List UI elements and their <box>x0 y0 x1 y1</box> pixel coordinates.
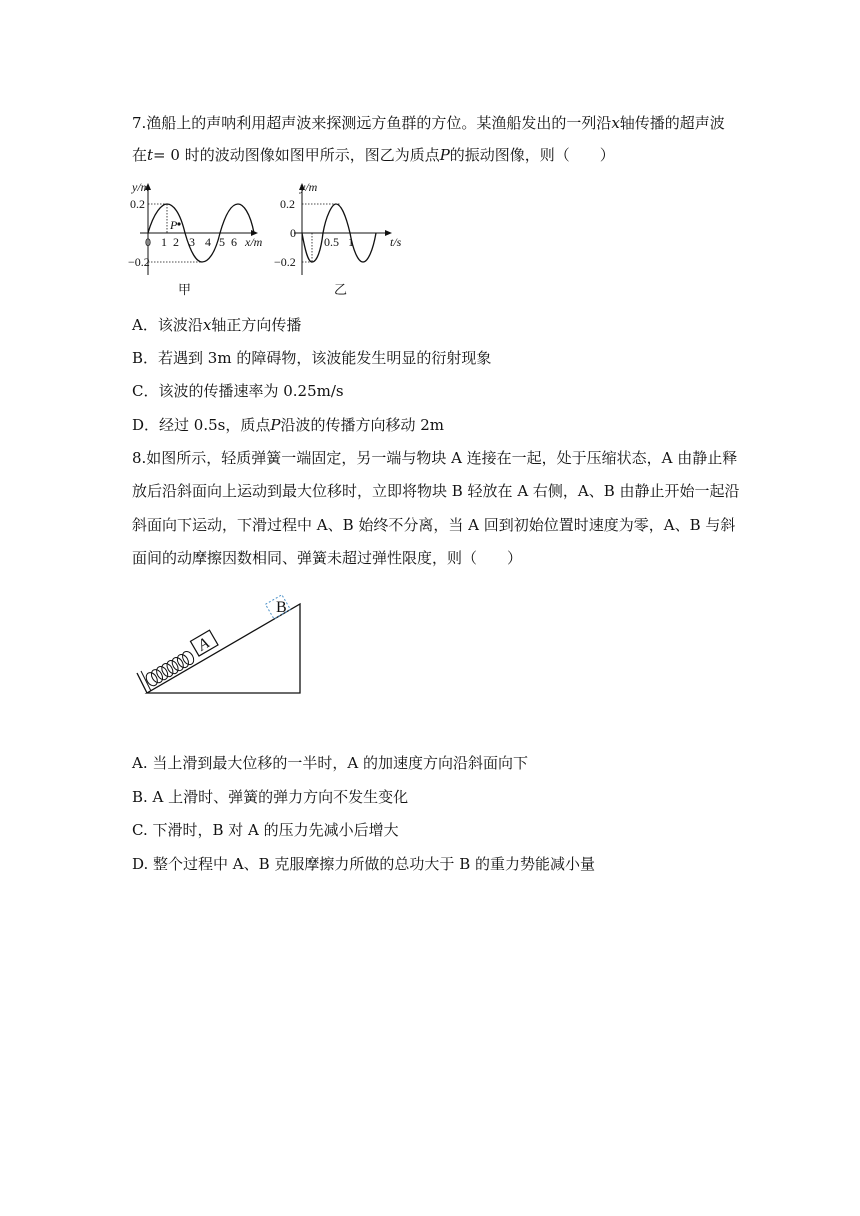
graph-caption-jia: 甲 <box>178 282 192 297</box>
q8-option-d: D. 整个过程中 A、B 克服摩擦力所做的总功大于 B 的重力势能减小量 <box>132 855 595 873</box>
q8-stem-line-2: 放后沿斜面向上运动到最大位移时，立即将物块 B 轻放在 A 右侧，A、B 由静止开始一起沿 <box>132 482 740 500</box>
y-tick-bottom: −0.2 <box>128 255 150 269</box>
y-axis-label: y/m <box>132 180 150 194</box>
point-p-marker <box>177 222 180 225</box>
x-tick-1: 1 <box>161 235 167 249</box>
block-b-label: B <box>276 599 287 616</box>
q7-option-d: D．经过 0.5s，质点P沿波的传播方向移动 2m <box>132 416 444 434</box>
x-tick-2: 2 <box>173 235 179 249</box>
y-axis-label: y/m <box>300 180 318 194</box>
q7-option-c: C．该波的传播速率为 0.25m/s <box>132 382 344 400</box>
y-tick-top: 0.2 <box>280 197 295 211</box>
block-a <box>190 630 218 657</box>
q8-stem-line-3: 斜面向下运动，下滑过程中 A、B 始终不分离，当 A 回到初始位置时速度为零，A、B 与斜 <box>132 516 736 534</box>
q8-option-c: C. 下滑时，B 对 A 的压力先减小后增大 <box>132 821 399 839</box>
q7-option-a: A．该波沿x轴正方向传播 <box>132 316 302 334</box>
y-tick-top: 0.2 <box>130 197 145 211</box>
x-tick-4: 4 <box>205 235 211 249</box>
q7-stem-line-2: 在t= 0 时的波动图像如图甲所示，图乙为质点P的振动图像，则（ ） <box>132 146 615 164</box>
wave-graph-jia <box>128 180 278 300</box>
q8-stem-line-4: 面间的动摩擦因数相同、弹簧未超过弹性限度，则（ ） <box>132 549 523 567</box>
x-axis-label: x/m <box>245 235 263 249</box>
q8-option-b: B. A 上滑时、弹簧的弹力方向不发生变化 <box>132 788 409 806</box>
q7-stem-line-1: 7.渔船上的声呐利用超声波来探测远方鱼群的方位。某渔船发出的一列沿x轴传播的超声波 <box>132 114 725 132</box>
vibration-graph-yi <box>272 180 422 300</box>
y-tick-bottom: −0.2 <box>274 255 296 269</box>
q8-stem-line-1: 8.如图所示，轻质弹簧一端固定，另一端与物块 A 连接在一起，处于压缩状态，A 由静止释 <box>132 449 738 467</box>
incline-spring-figure <box>130 588 310 703</box>
x-tick-0-5: 0.5 <box>324 235 339 249</box>
graph-caption-yi: 乙 <box>334 282 348 297</box>
x-tick-3: 3 <box>189 235 195 249</box>
x-axis-label: t/s <box>390 235 402 249</box>
x-tick-6: 6 <box>231 235 237 249</box>
point-p-label: P <box>170 218 178 232</box>
svg-text:A: A <box>195 634 213 655</box>
x-tick-1: 1 <box>348 235 354 249</box>
q7-option-b: B．若遇到 3m 的障碍物，该波能发生明显的衍射现象 <box>132 349 492 367</box>
x-tick-0: 0 <box>145 235 151 249</box>
q8-option-a: A. 当上滑到最大位移的一半时，A 的加速度方向沿斜面向下 <box>132 754 528 772</box>
x-tick-5: 5 <box>219 235 225 249</box>
y-tick-zero: 0 <box>290 226 296 240</box>
